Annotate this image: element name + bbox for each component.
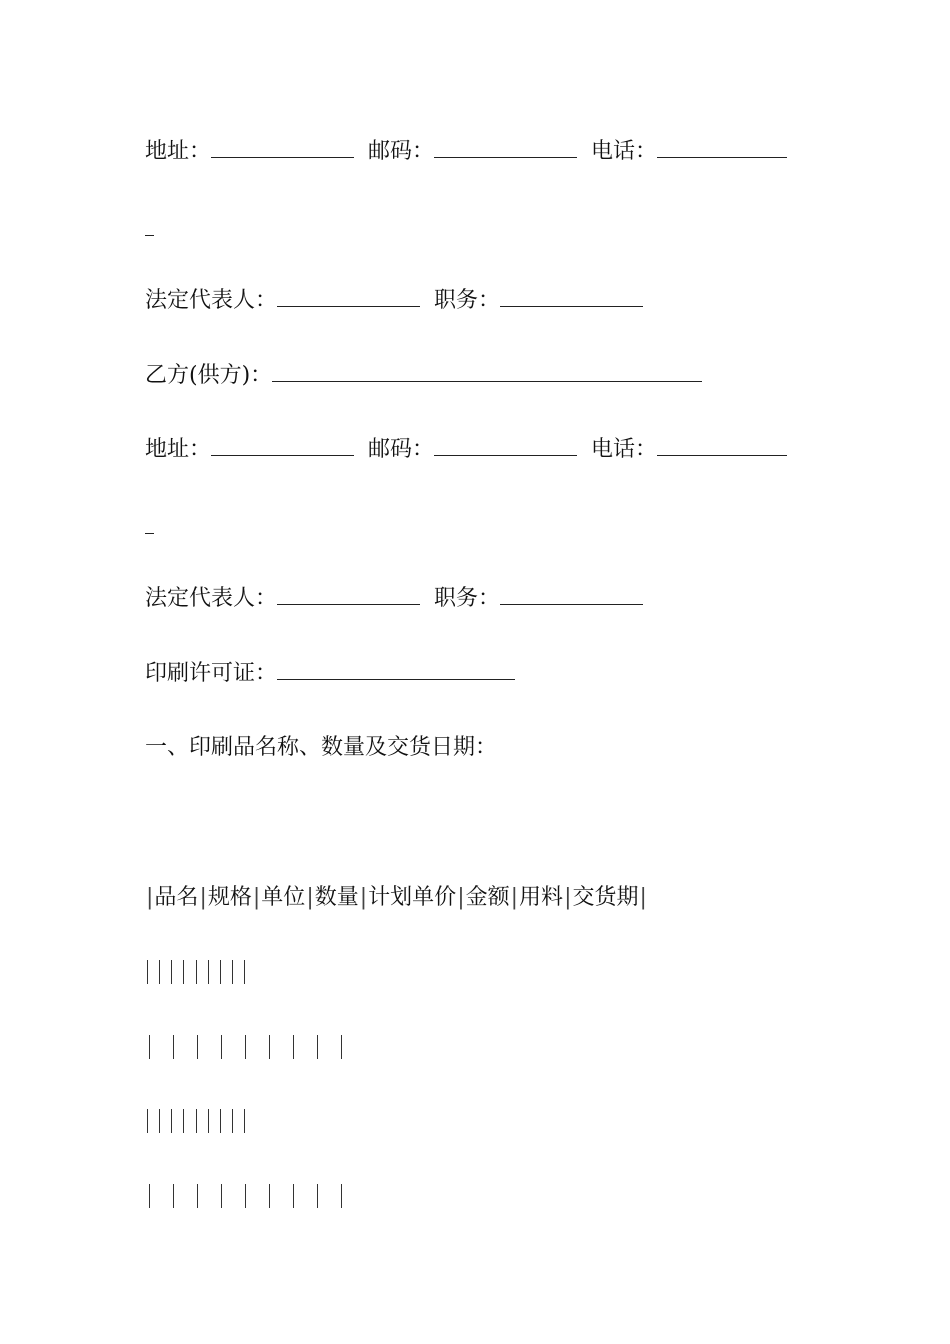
position-label: 职务： <box>434 586 501 611</box>
phone-field[interactable] <box>657 435 787 456</box>
party-b-address-line <box>145 435 787 465</box>
column-header: 品名 <box>154 885 199 910</box>
postcode-label: 邮码： <box>368 437 435 462</box>
legal-rep-label: 法定代表人： <box>145 288 278 313</box>
phone-label: 电话： <box>591 139 658 164</box>
column-header: 金额 <box>465 885 510 910</box>
phone-label: 电话： <box>591 437 658 462</box>
column-header: 用料 <box>519 885 564 910</box>
print-license-label: 印刷许可证： <box>145 661 278 686</box>
postcode-field[interactable] <box>434 435 577 456</box>
party-b-title-line <box>145 361 702 391</box>
position-field[interactable] <box>500 286 643 307</box>
print-license-field[interactable] <box>277 659 515 680</box>
address-field[interactable] <box>211 137 354 158</box>
party-b-name-field[interactable] <box>272 361 702 382</box>
party-b-label: 乙方(供方)： <box>145 363 273 388</box>
column-header: 规格 <box>207 885 252 910</box>
column-header: 交货期 <box>572 885 639 910</box>
column-header: 计划单价 <box>368 885 457 910</box>
postcode-label: 邮码： <box>368 139 435 164</box>
print-license-line <box>145 659 515 689</box>
phone-field[interactable] <box>657 137 787 158</box>
party-a-address-line <box>145 137 787 167</box>
address-field[interactable] <box>211 435 354 456</box>
legal-rep-field[interactable] <box>277 286 420 307</box>
legal-rep-field[interactable] <box>277 584 420 605</box>
position-field[interactable] <box>500 584 643 605</box>
party-b-legal-rep-line <box>145 584 643 614</box>
phone-field-overflow <box>145 533 154 534</box>
address-label: 地址： <box>145 437 212 462</box>
party-a-legal-rep-line <box>145 286 643 316</box>
position-label: 职务： <box>434 288 501 313</box>
postcode-field[interactable] <box>434 137 577 158</box>
table-header-row: |品名|规格|单位|数量|计划单价|金额|用料|交货期| <box>146 885 647 910</box>
column-header: 数量 <box>314 885 359 910</box>
section-heading: 一、印刷品名称、数量及交货日期： <box>145 735 498 760</box>
phone-field-overflow <box>145 235 154 236</box>
address-label: 地址： <box>145 139 212 164</box>
column-header: 单位 <box>261 885 306 910</box>
legal-rep-label: 法定代表人： <box>145 586 278 611</box>
